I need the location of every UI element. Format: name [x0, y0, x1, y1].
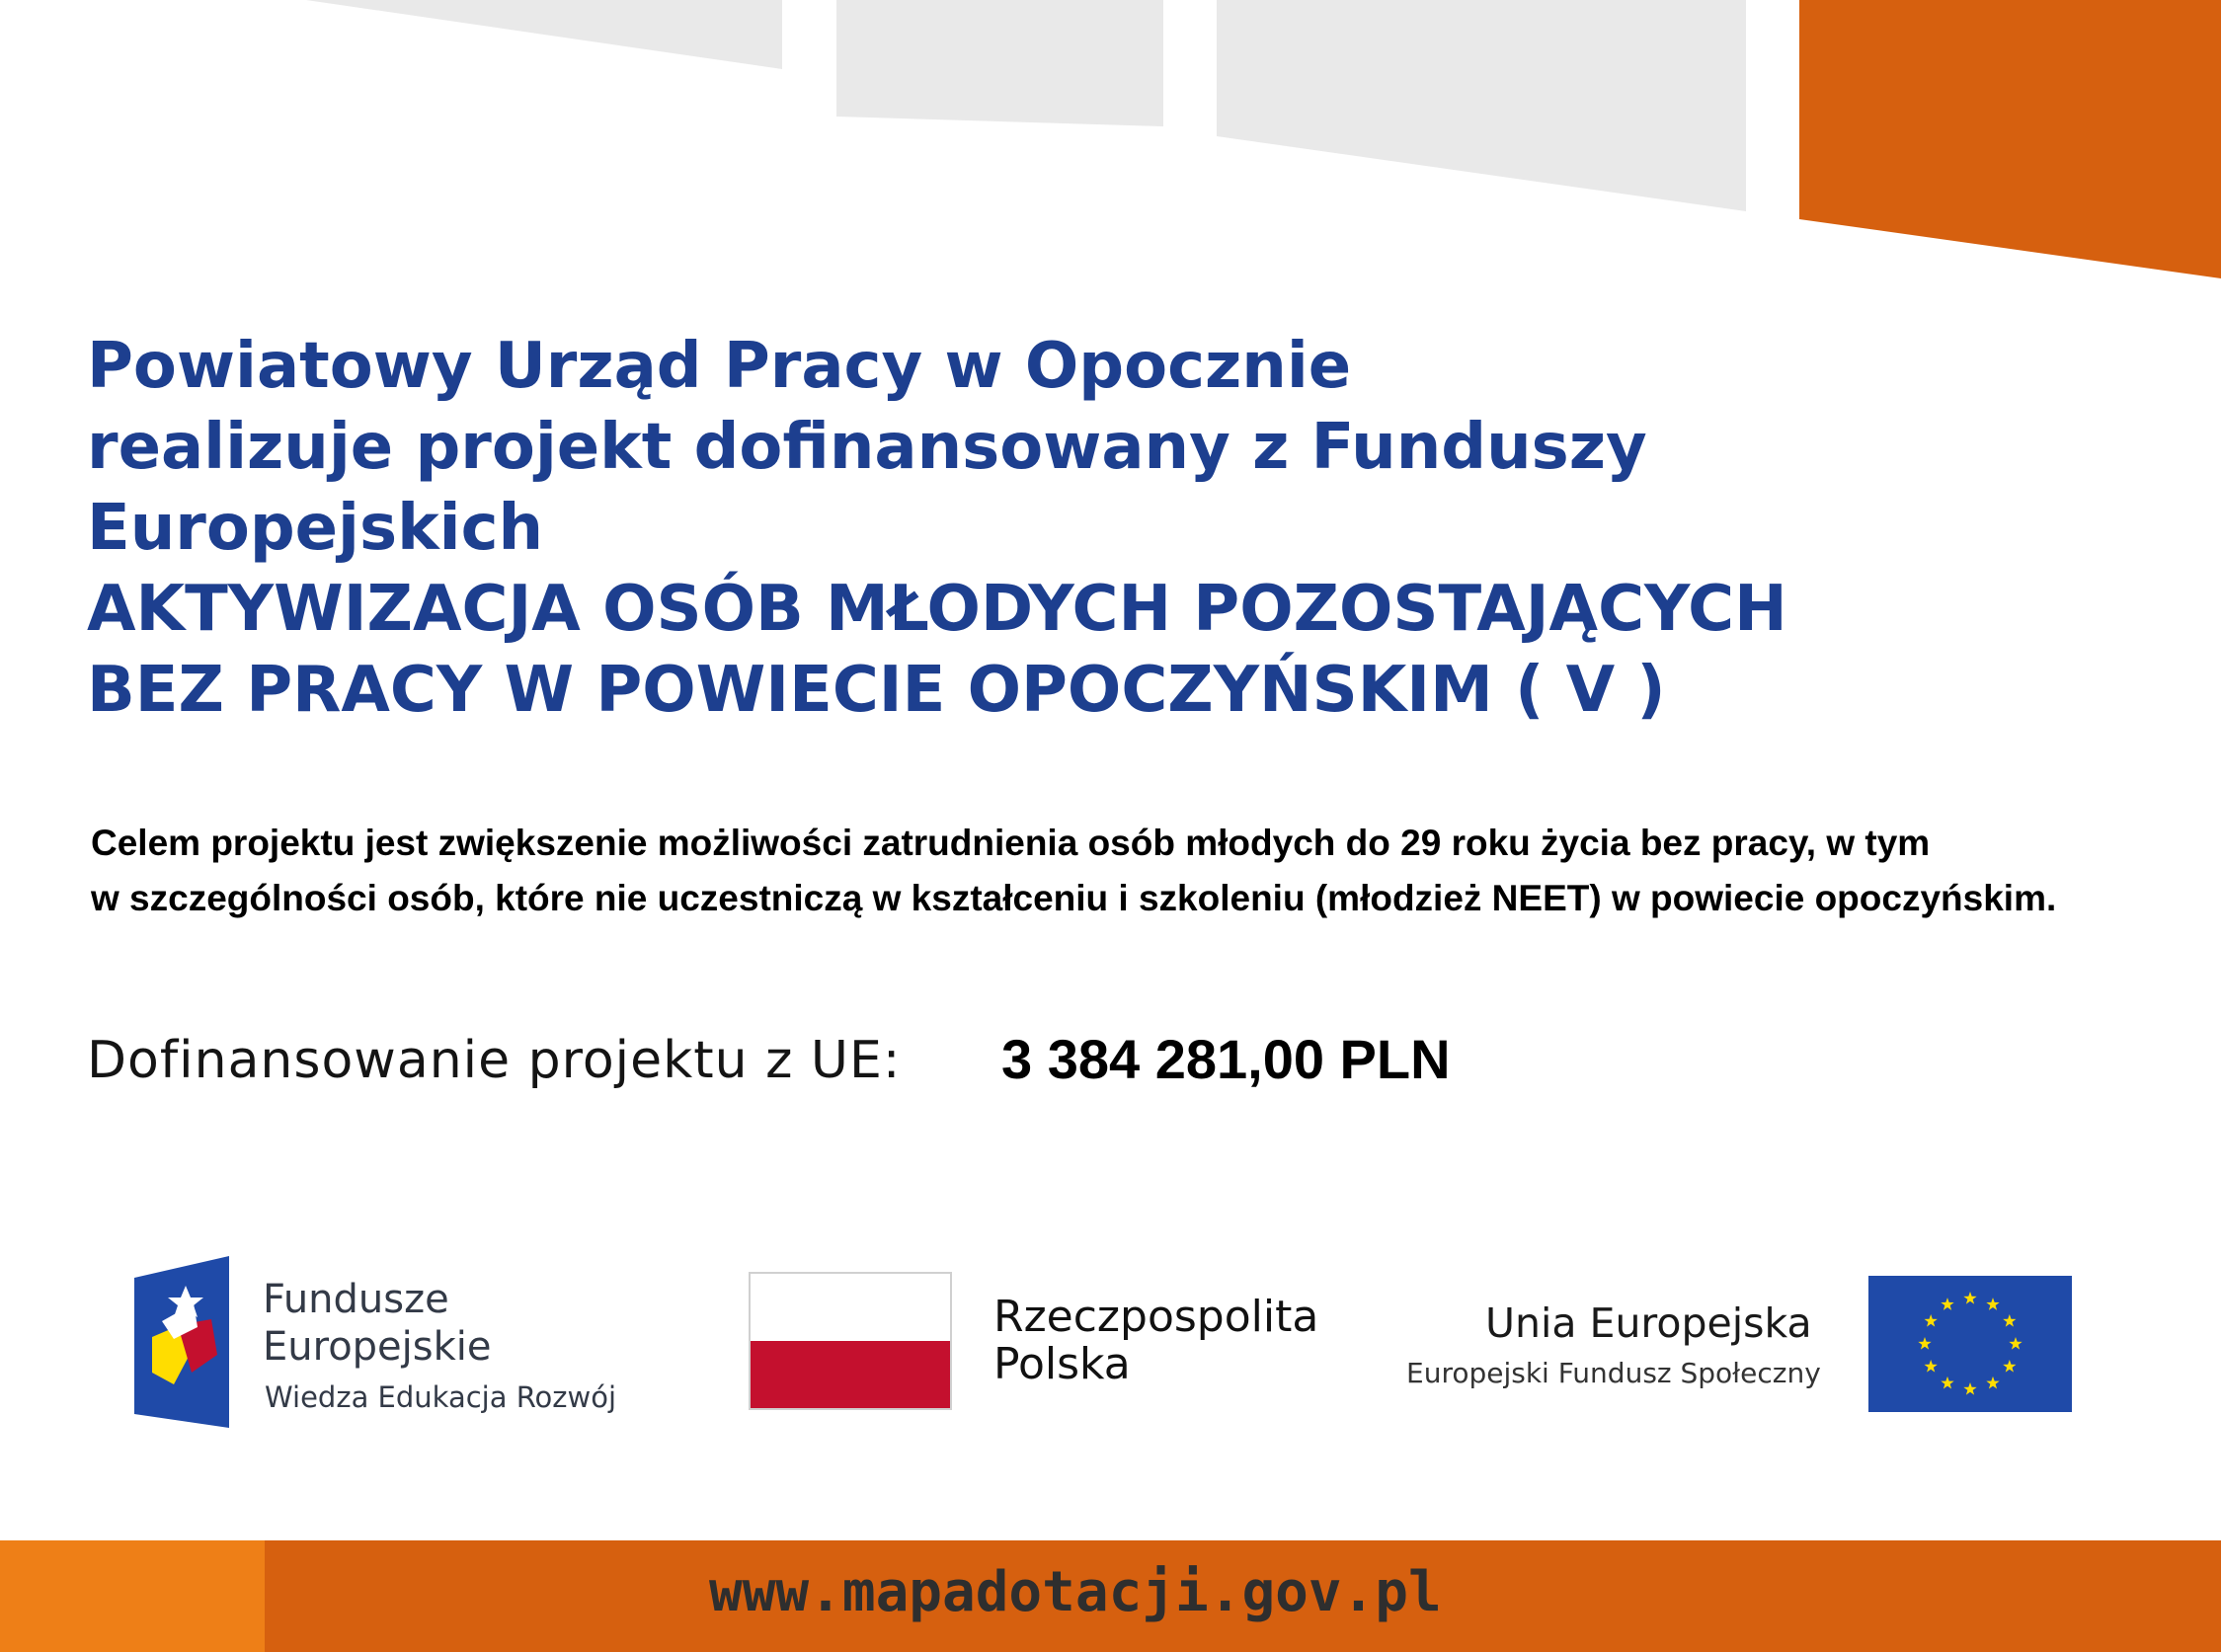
heading-line-5: BEZ PRACY W POWIECIE OPOCZYŃSKIM ( V ): [87, 654, 1666, 727]
fundusze-line-1: Fundusze: [263, 1277, 449, 1322]
fundusze-europejskie-icon: [134, 1256, 229, 1428]
project-description: [91, 816, 2184, 926]
heading-line-3: Europejskich: [87, 492, 544, 565]
rp-line-1: Rzeczpospolita: [993, 1292, 1319, 1342]
top-decoration: [0, 0, 2221, 296]
ue-title: Unia Europejska: [1485, 1299, 1812, 1347]
description-line-2: w szczególności osób, które nie uczestniczą w kształceniu i szkoleniu (młodzież NEET) w powiecie opoczyńskim.: [91, 878, 2057, 918]
eu-flag-icon: [1868, 1276, 2072, 1412]
heading-line-4: AKTYWIZACJA OSÓB MŁODYCH POZOSTAJĄCYCH: [87, 573, 1787, 646]
footer-bar: [0, 1540, 2221, 1652]
project-heading: [87, 326, 2111, 731]
rzeczpospolita-polska-name: [993, 1294, 1318, 1388]
funding-value: 3 384 281,00 PLN: [1001, 1028, 1451, 1090]
funding-label: Dofinansowanie projektu z UE:: [87, 1031, 902, 1090]
fundusze-europejskie-name: [263, 1276, 492, 1371]
footer-accent: [0, 1540, 265, 1652]
ue-subtitle: Europejski Fundusz Społeczny: [1406, 1357, 1821, 1389]
gray-shape-2: [836, 0, 1163, 126]
fundusze-tagline: Wiedza Edukacja Rozwój: [265, 1380, 617, 1414]
fundusze-line-2: Europejskie: [263, 1324, 492, 1370]
poland-flag-icon: [749, 1272, 952, 1410]
footer-url-link[interactable]: www.mapadotacji.gov.pl: [709, 1560, 1442, 1624]
heading-line-2: realizuje projekt dofinansowany z Funduszy: [87, 411, 1647, 484]
orange-shape: [1799, 0, 2221, 278]
gray-shape-3: [1217, 0, 1746, 211]
heading-line-1: Powiatowy Urząd Pracy w Opocznie: [87, 330, 1352, 403]
gray-shape-1: [306, 0, 782, 69]
description-line-1: Celem projektu jest zwiększenie możliwości zatrudnienia osób młodych do 29 roku życia bez pracy, w tym: [91, 823, 1931, 863]
rp-line-2: Polska: [993, 1339, 1131, 1389]
